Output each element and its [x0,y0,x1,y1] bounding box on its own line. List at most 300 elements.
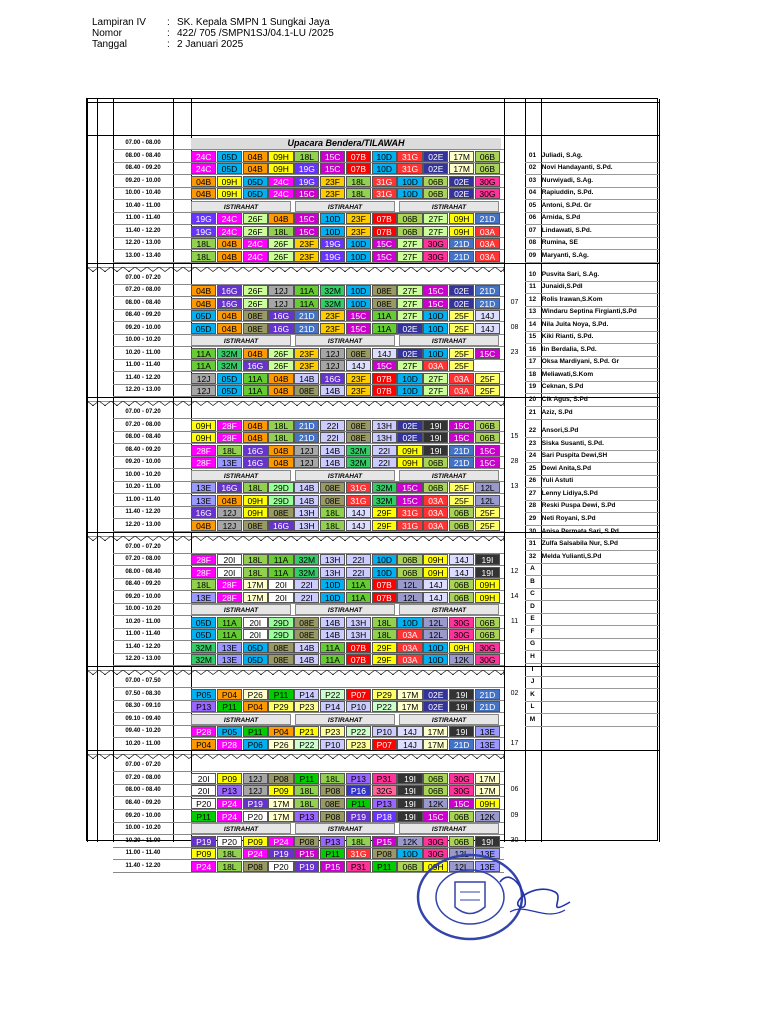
schedule-row [87,481,504,493]
teacher-row [525,438,659,450]
class-cell: 10D [346,251,371,262]
class-cell: 19I [397,773,422,784]
teacher-row [525,369,659,381]
time-slot: 08.00 - 08.40 [125,152,161,159]
class-cell: 30G [449,629,474,640]
class-cell: 05D [191,323,216,334]
class-cell: P13 [320,836,345,847]
class-cell: 23F [294,360,319,371]
letter-code: C [530,590,535,598]
class-cell: 07B [372,213,397,224]
header-value: 422/ 705 /SMPN1SJ/04.1-LU /2025 [177,28,334,39]
time-slot: 09.40 - 10.20 [125,728,161,735]
extra-number: 12 [510,567,519,575]
class-cell: 16G [243,360,268,371]
class-cell: 17M [397,689,422,700]
time-slot: 11.00 - 11.40 [125,215,161,222]
class-cell: 09H [475,579,500,590]
class-cell: 25F [475,385,500,396]
teacher-name: Pusvita Sari, S.Ag. [540,270,600,278]
class-cell: 24C [268,188,293,199]
class-cell: 32M [294,567,319,578]
letter-row [525,689,659,701]
class-cell: P09 [243,836,268,847]
class-cell: 32M [346,457,371,468]
teacher-name: Rolis Irawan,S.Kom [540,295,603,303]
class-cell: 08E [320,798,345,809]
schedule-row [87,641,504,653]
teacher-row [525,319,659,331]
class-cell: P14 [320,701,345,712]
class-cell: 11A [268,554,293,565]
class-cell: 31G [397,163,422,174]
class-cell: 17M [423,726,448,737]
class-cell: 18L [346,836,371,847]
class-cell: 17M [423,739,448,750]
class-cell: 28F [217,592,242,603]
class-cell: 04B [191,298,216,309]
class-cell: 08E [372,285,397,296]
class-cell: 19I [449,726,474,737]
class-cell: 26F [243,298,268,309]
schedule-row [87,272,504,284]
class-cell: 12J [294,457,319,468]
extra-number: 14 [510,592,519,600]
class-cell: 26F [268,238,293,249]
class-cell: 14B [294,495,319,506]
break-label: ISTIRAHAT [399,335,499,346]
time-slot: 11.40 - 12.20 [125,509,161,516]
class-cell: 07B [372,579,397,590]
class-cell: 18L [372,629,397,640]
teacher-row [525,212,659,224]
class-cell: P13 [372,798,397,809]
class-cell: 29F [372,654,397,665]
class-cell: 07B [372,226,397,237]
class-cell: 04B [243,420,268,431]
class-cell: 20I [191,785,216,796]
class-cell: P19 [243,798,268,809]
class-cell: 19G [191,213,216,224]
class-cell: P24 [243,848,268,859]
class-cell: 19I [397,785,422,796]
class-cell: 09H [243,507,268,518]
class-cell: 02E [397,323,422,334]
teacher-name: Oksa Mardiyani, S.Pd. Gr [540,358,620,366]
teacher-number: 15 [528,333,537,341]
class-cell: P20 [268,861,293,872]
teacher-number: 30 [528,527,537,535]
class-cell: 32M [320,285,345,296]
time-slot: 10.20 - 11.00 [125,618,161,625]
time-slot: 08.00 - 08.40 [125,568,161,575]
teacher-name: Iin Berdalia, S.Pd. [540,345,597,353]
class-cell: 26F [268,360,293,371]
class-cell: 02E [449,188,474,199]
time-slot: 10.00 - 10.40 [125,190,161,197]
class-cell: P29 [372,689,397,700]
class-cell: 02E [397,420,422,431]
class-cell: 31G [372,176,397,187]
time-slot: 08.40 - 09.20 [125,312,161,319]
teacher-number: 13 [528,308,537,316]
class-cell: 25F [449,482,474,493]
teacher-name: Aziz, S.Pd [540,408,573,416]
letter-code: A [530,565,535,573]
class-cell: 23F [346,226,371,237]
class-cell: 24C [217,226,242,237]
class-cell: 17M [475,773,500,784]
teacher-row [525,425,659,437]
class-cell: 10D [320,579,345,590]
class-cell: P19 [346,811,371,822]
schedule-row [87,225,504,237]
class-cell: P07 [372,739,397,750]
class-cell: 08E [243,310,268,321]
teacher-number: 04 [528,189,537,197]
class-cell: 19G [191,226,216,237]
time-slot: 11.40 - 12.20 [125,374,161,381]
class-cell: 11A [320,654,345,665]
class-cell: 14B [294,373,319,384]
class-cell: 18L [346,188,371,199]
class-cell: 08E [294,629,319,640]
class-cell: 28F [217,420,242,431]
class-cell: 10D [423,642,448,653]
class-cell: P22 [346,726,371,737]
class-cell: 10D [397,188,422,199]
break-label: ISTIRAHAT [295,604,395,615]
class-cell: 11A [372,310,397,321]
class-cell: P08 [243,861,268,872]
class-cell: P26 [268,739,293,750]
schedule-row [87,822,504,834]
class-cell: 09H [423,554,448,565]
schedule-row [87,553,504,565]
time-slot: 09.20 - 10.00 [125,177,161,184]
teacher-name: Dewi Anita,S.Pd [540,464,592,472]
header-colon: : [167,17,170,28]
class-cell: P05 [191,689,216,700]
teacher-name: Zulfa Salsabila Nur, S.Pd [540,540,619,548]
class-cell: 06B [449,507,474,518]
schedule-row [87,772,504,784]
class-cell: 12L [423,617,448,628]
time-slot: 11.40 - 12.20 [125,643,161,650]
class-cell: 12L [423,629,448,640]
letter-code: F [530,627,535,635]
header-label: Tanggal [92,39,128,50]
letter-row [525,638,659,650]
class-cell: P11 [372,861,397,872]
class-cell: P04 [243,701,268,712]
teacher-name: Nila Juita Noya, S.Pd. [540,320,609,328]
time-slot: 08.00 - 08.40 [125,434,161,441]
class-cell: 03A [475,251,500,262]
schedule-row [87,431,504,443]
schedule-row [87,334,504,346]
class-cell: 08E [294,385,319,396]
time-slot: 11.00 - 11.40 [125,631,161,638]
time-slot: 08.00 - 08.40 [125,787,161,794]
class-cell: 23F [294,348,319,359]
class-cell: 10D [346,238,371,249]
class-cell: 12L [475,482,500,493]
time-slot: 10.20 - 11.00 [125,740,161,747]
class-cell: P16 [346,785,371,796]
time-slot: 11.40 - 12.20 [125,862,161,869]
class-cell: 18L [191,238,216,249]
teacher-number: 18 [528,370,537,378]
grid-vline [659,99,660,842]
class-cell: 28F [191,457,216,468]
teacher-name: Junaidi,S.Pdl [540,283,583,291]
schedule-row [87,175,504,187]
class-cell: P08 [320,785,345,796]
letter-row [525,601,659,613]
class-cell: 27F [397,360,422,371]
class-cell: P20 [191,798,216,809]
teacher-name: Siska Susanti, S.Pd. [540,439,604,447]
class-cell: 16G [268,323,293,334]
schedule-row [87,675,504,687]
class-cell: 13E [217,457,242,468]
class-cell: 25F [449,310,474,321]
class-cell: 02E [397,432,422,443]
teacher-number: 23 [528,439,537,447]
class-cell: 19I [423,432,448,443]
class-cell: 09H [217,188,242,199]
class-cell: P21 [294,726,319,737]
grid-hline [87,135,659,136]
teacher-row [525,538,659,550]
class-cell: 06B [449,579,474,590]
class-cell: 27F [397,285,422,296]
class-cell: 10D [346,285,371,296]
class-cell: 10D [397,617,422,628]
class-cell: 21D [475,689,500,700]
schedule-row [87,603,504,615]
class-cell: 10D [397,848,422,859]
class-cell: 06B [475,432,500,443]
class-cell: 21D [294,323,319,334]
class-cell: 13H [294,507,319,518]
class-cell: 22I [320,432,345,443]
teacher-number: 27 [528,489,537,497]
schedule-row [87,566,504,578]
grid-hline [87,102,659,103]
class-cell: 09H [268,151,293,162]
class-cell: 12J [217,520,242,531]
class-cell: 12K [475,811,500,822]
class-cell: 09H [423,567,448,578]
teacher-number: 20 [528,396,537,403]
teacher-name: Rapiuddin, S.Pd. [540,189,594,197]
teacher-number: 09 [528,251,537,259]
class-cell: 20I [217,567,242,578]
class-cell: 21D [449,445,474,456]
class-cell: 12L [449,861,474,872]
class-cell: 19I [397,798,422,809]
class-cell: 07B [372,373,397,384]
letter-code: D [530,602,535,610]
class-cell: 09H [243,495,268,506]
letter-row [525,588,659,600]
class-cell: 30G [475,642,500,653]
letter-row [525,613,659,625]
class-cell: P13 [217,785,242,796]
class-cell: 15C [423,298,448,309]
class-cell: P06 [243,739,268,750]
class-cell: 09H [423,861,448,872]
class-cell: 18L [294,151,319,162]
schedule-row [87,519,504,531]
class-cell: 06B [475,617,500,628]
time-slot: 07.00 - 08.00 [125,140,161,146]
class-cell: 23F [346,385,371,396]
extra-number: 15 [510,433,519,441]
class-cell: 27F [397,310,422,321]
class-cell: 16G [268,520,293,531]
teacher-number: 06 [528,214,537,222]
class-cell: 30G [423,848,448,859]
schedule-row [87,200,504,212]
letter-code: I [531,665,534,673]
class-cell: P19 [294,861,319,872]
class-cell: P24 [217,798,242,809]
teacher-line [525,262,659,263]
letter-row [525,563,659,575]
class-cell: 08E [320,482,345,493]
class-cell: P31 [346,861,371,872]
class-cell: 30G [423,238,448,249]
class-cell: 19I [475,554,500,565]
extra-number: 09 [510,811,519,819]
class-cell: P23 [320,726,345,737]
class-cell: 29D [268,495,293,506]
class-cell: 21D [475,213,500,224]
class-cell: 15C [294,188,319,199]
class-cell: 14B [320,617,345,628]
class-cell: 14J [475,310,500,321]
class-cell: 07B [346,151,371,162]
class-cell: 11A [268,567,293,578]
class-cell: 16G [320,373,345,384]
class-cell: 19I [475,567,500,578]
class-cell: 05D [191,617,216,628]
class-cell: P13 [191,701,216,712]
teacher-row [525,356,659,368]
class-cell: 13H [346,629,371,640]
class-cell: 15C [320,151,345,162]
time-slot: 10.20 - 11.00 [125,349,161,356]
class-cell: 17M [243,592,268,603]
time-slot: 12.20 - 13.00 [125,656,161,663]
class-cell: 04B [191,520,216,531]
class-cell: 20I [243,617,268,628]
class-cell: 18L [243,554,268,565]
class-cell: 31G [346,495,371,506]
class-cell: 18L [217,861,242,872]
class-cell: 30G [475,176,500,187]
class-cell: 17M [449,163,474,174]
class-cell: 18L [268,226,293,237]
teacher-number: 28 [528,502,537,510]
class-cell: P26 [243,689,268,700]
class-cell: 28F [217,432,242,443]
class-cell: 03A [397,642,422,653]
teacher-number: 17 [528,358,537,366]
class-cell: 18L [346,176,371,187]
class-cell: 28F [191,554,216,565]
class-cell: 04B [268,445,293,456]
schedule-row [87,506,504,518]
class-cell: 05D [243,176,268,187]
schedule-row [87,759,504,771]
extra-number: 11 [510,617,519,625]
class-cell: 14J [449,567,474,578]
class-cell: 14B [320,385,345,396]
class-cell: P24 [191,861,216,872]
time-slot: 11.00 - 11.40 [125,496,161,503]
class-cell: 11A [294,285,319,296]
class-cell: 18L [243,567,268,578]
class-cell: 14J [423,579,448,590]
class-cell: 07B [372,592,397,603]
break-label: ISTIRAHAT [399,714,499,725]
teacher-row [525,187,659,199]
class-cell: 12L [397,579,422,590]
class-cell: 29D [268,482,293,493]
time-slot: 07.20 - 08.00 [125,774,161,781]
letter-code: H [530,653,535,660]
schedule-row [87,237,504,249]
class-cell: 27F [423,373,448,384]
break-label: ISTIRAHAT [295,335,395,346]
class-cell: 19I [423,420,448,431]
class-cell: 19G [320,251,345,262]
class-cell: P05 [217,726,242,737]
time-slot: 10.00 - 10.20 [125,471,161,478]
teacher-row [525,269,659,281]
class-cell: 28F [191,567,216,578]
class-cell: 13H [294,520,319,531]
time-slot: 07.50 - 08.30 [125,690,161,697]
class-cell: 03A [423,520,448,531]
letter-code: K [530,690,535,698]
class-cell: 11A [217,617,242,628]
class-cell: 30G [423,836,448,847]
class-cell: P24 [217,811,242,822]
class-cell: 11A [320,642,345,653]
class-cell: 20I [243,629,268,640]
teacher-name: Antoni, S.Pd. Gr [540,201,592,209]
teacher-row [525,175,659,187]
schedule-row [87,713,504,725]
time-slot: 09.20 - 10.00 [125,812,161,819]
class-cell: 19I [449,701,474,712]
class-cell: P04 [268,726,293,737]
class-cell: 15C [449,420,474,431]
time-slot: 12.20 - 13.00 [125,240,161,247]
schedule-row [87,406,504,418]
extra-number: 07 [510,298,519,306]
teacher-row [525,250,659,262]
class-cell: 26F [243,285,268,296]
class-cell: 12J [268,298,293,309]
class-cell: 26F [268,251,293,262]
class-cell: 28F [217,579,242,590]
